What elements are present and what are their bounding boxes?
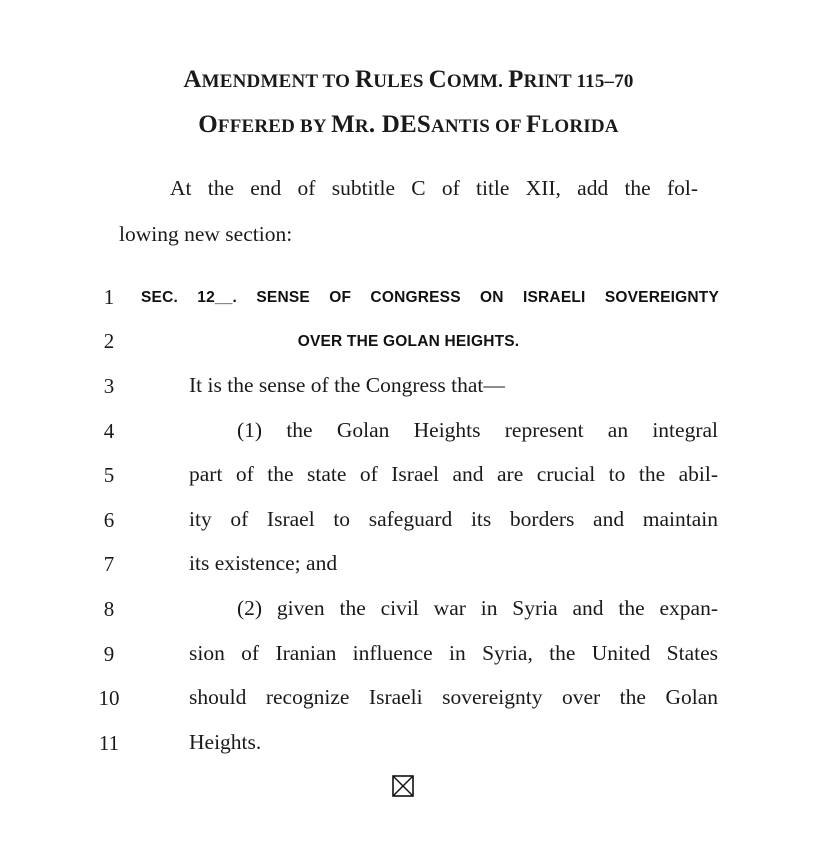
text-line: (2) given the civil war in Syria and the expan- — [237, 596, 718, 620]
line-number: 7 — [103, 552, 115, 576]
title-cap: C — [428, 66, 447, 93]
amendment-title — [0, 66, 817, 94]
title-smallcaps: FFERED BY — [217, 116, 332, 137]
title-cap: M — [331, 111, 355, 138]
intro-line-1: At the end of subtitle C of title XII, add the fol- — [170, 176, 698, 200]
title-cap: F — [526, 111, 542, 138]
title-smallcaps: ANTIS OF — [430, 116, 527, 137]
line-number: 2 — [103, 329, 115, 353]
section-heading-line-1: SEC. 12__. SENSE OF CONGRESS ON ISRAELI SOVEREIGNTY — [141, 289, 719, 306]
text-line: (1) the Golan Heights represent an integral — [237, 418, 718, 442]
text-line: its existence; and — [189, 551, 338, 575]
title-smallcaps: OMM. — [446, 71, 509, 92]
title-smallcaps: R — [354, 116, 369, 137]
intro-line-2: lowing new section: — [119, 222, 293, 246]
title-cap: O — [198, 111, 218, 138]
line-number: 10 — [98, 686, 120, 710]
line-number: 11 — [98, 731, 120, 755]
title-smallcaps: RINT 115–70 — [523, 71, 634, 92]
text-line: Heights. — [189, 730, 262, 754]
line-number: 5 — [103, 463, 115, 487]
title-smallcaps: ULES — [373, 71, 429, 92]
line-number: 3 — [103, 374, 115, 398]
line-number: 8 — [103, 597, 115, 621]
title-smallcaps: MENDMENT TO — [201, 71, 355, 92]
title-cap: P — [508, 66, 524, 93]
title-cap: R — [355, 66, 374, 93]
text-line: should recognize Israeli sovereignty over the Golan — [189, 685, 718, 709]
line-number: 6 — [103, 508, 115, 532]
text-line: ity of Israel to safeguard its borders and maintain — [189, 507, 718, 531]
line-number: 1 — [103, 285, 115, 309]
offered-by-line — [0, 111, 817, 139]
section-heading-line-2: OVER THE GOLAN HEIGHTS. — [297, 333, 520, 350]
title-smallcaps: LORIDA — [541, 116, 619, 137]
title-cap: S — [416, 111, 431, 138]
line-number: 4 — [103, 419, 115, 443]
title-cap: A — [183, 66, 202, 93]
title-cap: E — [399, 111, 417, 138]
title-cap: . D — [368, 111, 400, 138]
line-number: 9 — [103, 642, 115, 666]
boxed-x-icon — [392, 775, 414, 797]
text-line: part of the state of Israel and are crucial to the abil- — [189, 462, 718, 486]
text-line: sion of Iranian influence in Syria, the United States — [189, 641, 718, 665]
text-line: It is the sense of the Congress that— — [189, 373, 505, 397]
